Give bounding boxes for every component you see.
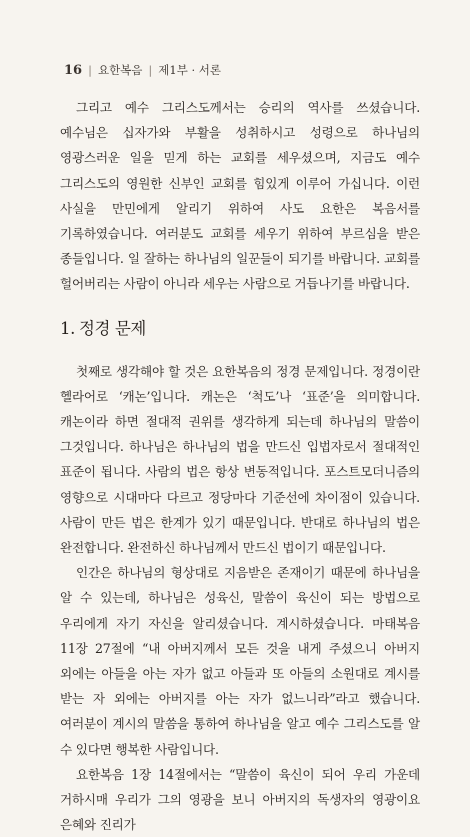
running-header: [64, 62, 221, 78]
body-paragraph: 인간은 하나님의 형상대로 지음받은 존재이기 때문에 하나님을 알 수 있는데, 하나님은 성육신, 말씀이 육신이 되는 방법으로 우리에게 자기 자신을 알리셨습니다. 계시하셨습니다. 마태복음 11장 27절에 “내 아버지께서 모든 것을 내게 주셨으니 아버지 외에는 아들을 아는 자가 없고 아들과 또 아들의 소원대로 계시를 받는 자 외에는 아버지를 아는 자가 없느니라”라고 했습니다. 여러분이 계시의 말씀을 통하여 하나님을 알고 예수 그리스도를 알 수 있다면 행복한 사람입니다.: [60, 565, 420, 757]
page-number: 16: [64, 63, 83, 78]
header-separator: |: [148, 63, 153, 77]
section-heading: [60, 317, 420, 341]
header-separator: |: [88, 63, 92, 77]
book-title: 요한복음: [97, 63, 143, 77]
part-title: 제1부 · 서론: [158, 63, 221, 77]
section-number: 1.: [60, 318, 75, 338]
body-paragraph: 그리고 예수 그리스도께서는 승리의 역사를 쓰셨습니다. 예수님은 십자가와 부활을 성취하시고 성령으로 하나님의 영광스러운 일을 믿게 하는 교회를 세우셨으며, 지금도 예수 그리스도의 영원한 신부인 교회를 힘있게 이루어 가십니다. 이런 사실을 만민에게 알리기 위하여 사도 요한은 복음서를 기록하였습니다. 여러분도 교회를 세우기 위하여 부르심을 받은 종들입니다. 일 잘하는 하나님의 일꾼들이 되기를 바랍니다. 교회를 헐어버리는 사람이 아니라 세우는 사람으로 거듭나기를 바랍니다.: [60, 100, 420, 292]
body-paragraph: 요한복음 1장 14절에서는 “말씀이 육신이 되어 우리 가운데 거하시매 우리가 그의 영광을 보니 아버지의 독생자의 영광이요 은혜와 진리가: [60, 766, 420, 833]
body-paragraph: 첫째로 생각해야 할 것은 요한복음의 정경 문제입니다. 정경이란 헬라어로 ‘캐논’입니다. 캐논은 ‘척도’나 ‘표준’을 의미합니다. 캐논이라 하면 절대적 권위를 생각하게 되는데 하나님의 말씀이 그것입니다. 하나님은 하나님의 법을 만드신 입법자로서 절대적인 표준이 됩니다. 사람의 법은 항상 변동적입니다. 포스트모더니즘의 영향으로 시대마다 다르고 정당마다 기준선에 차이점이 있습니다. 사람이 만든 법은 한계가 있기 때문입니다. 반대로 하나님의 법은 완전합니다. 완전하신 하나님께서 만드신 법이기 때문입니다.: [60, 363, 420, 556]
section-title: 정경 문제: [78, 318, 146, 338]
page-body: [60, 95, 420, 837]
